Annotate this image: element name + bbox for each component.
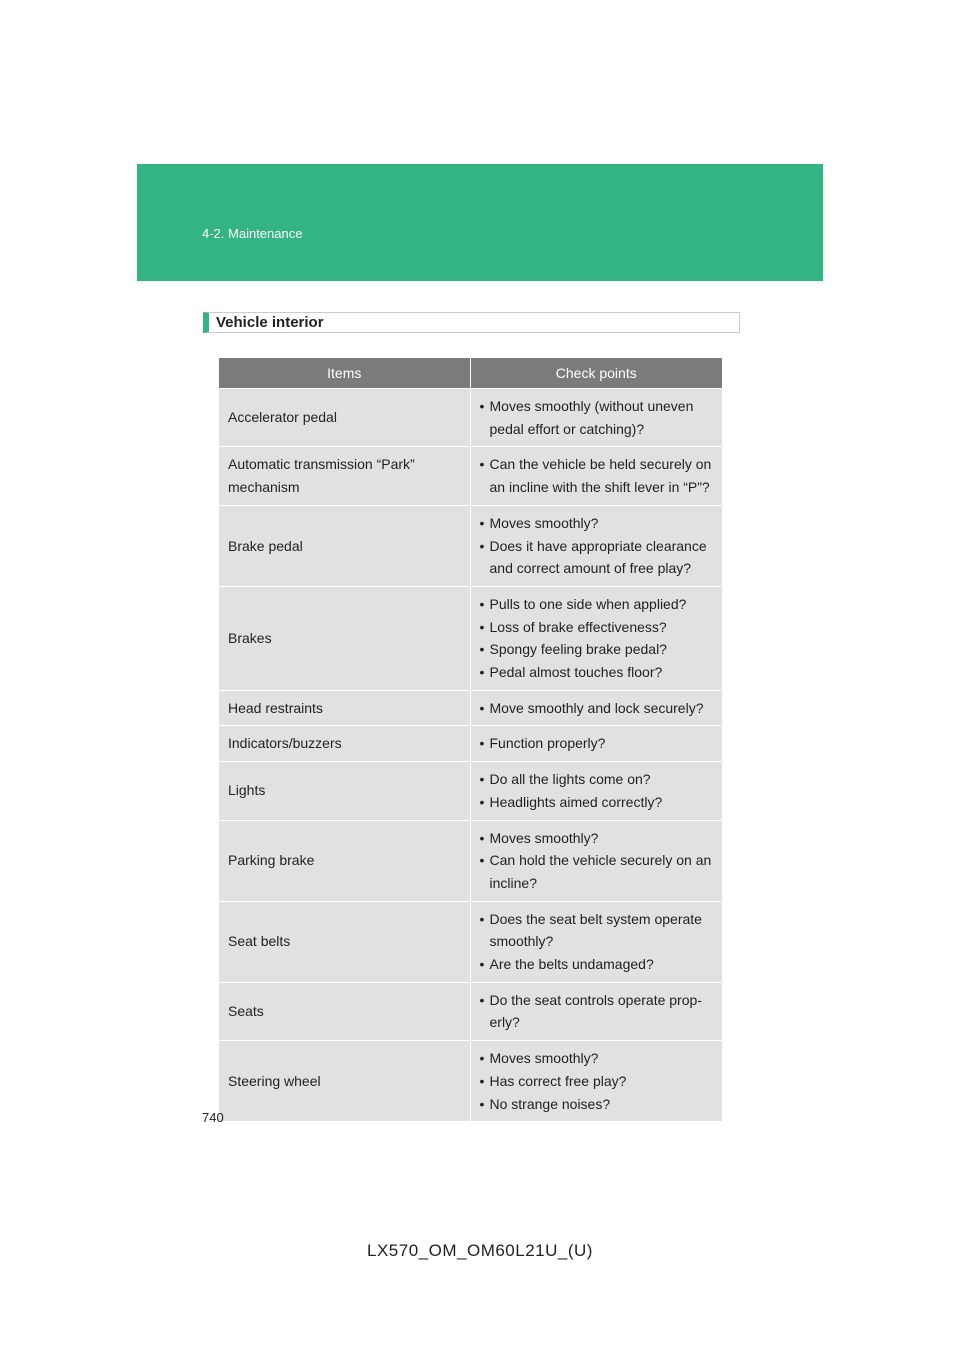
check-points-cell [470,690,722,726]
check-point: • Pulls to one side when applied? [480,593,719,616]
table-row [219,762,722,820]
check-point: • Moves smoothly? [480,1047,719,1070]
table-body [219,389,722,1122]
table-row [219,505,722,586]
section-breadcrumb: 4-2. Maintenance [202,226,303,241]
table-row [219,447,722,505]
item-cell: Head restraints [219,690,470,726]
check-point: • Are the belts undamaged? [480,953,719,976]
check-point: • Does the seat belt system operate smoothly? [480,908,719,953]
check-points-cell [470,762,722,820]
table-row [219,726,722,762]
table-row [219,982,722,1040]
check-point: • Can hold the vehicle securely on an incline? [480,849,719,894]
section-heading [203,312,740,333]
inspection-table [219,358,722,1121]
item-cell: Parking brake [219,820,470,901]
column-header-items: Items [219,358,470,389]
check-point: • Do the seat controls operate prop-erly? [480,989,719,1034]
check-point: • Do all the lights come on? [480,768,719,791]
page-number: 740 [202,1110,224,1125]
check-point: • Spongy feeling brake pedal? [480,638,719,661]
check-points-cell [470,982,722,1040]
check-points-cell [470,389,722,447]
check-points-cell [470,505,722,586]
check-point: • Can the vehicle be held securely on an incline with the shift lever in “P”? [480,453,719,498]
check-points-cell [470,1041,722,1122]
item-cell: Automatic transmission “Park” mechanism [219,447,470,505]
check-point: • Moves smoothly (without uneven pedal effort or catching)? [480,395,719,440]
table-header-row [219,358,722,389]
table-row [219,389,722,447]
header-band [137,164,823,281]
check-points-cell [470,820,722,901]
table-row [219,690,722,726]
check-point: • Does it have appropriate clearance and correct amount of free play? [480,535,719,580]
item-cell: Indicators/buzzers [219,726,470,762]
check-points-cell [470,586,722,690]
check-point: • Move smoothly and lock securely? [480,697,719,720]
item-cell: Brake pedal [219,505,470,586]
check-point: • Headlights aimed correctly? [480,791,719,814]
item-cell: Accelerator pedal [219,389,470,447]
check-points-cell [470,447,722,505]
check-point: • Moves smoothly? [480,512,719,535]
check-points-cell [470,901,722,982]
item-cell: Steering wheel [219,1041,470,1122]
item-cell: Lights [219,762,470,820]
check-point: • Has correct free play? [480,1070,719,1093]
section-heading-text: Vehicle interior [216,314,324,331]
column-header-check-points: Check points [470,358,722,389]
document-code: LX570_OM_OM60L21U_(U) [367,1241,593,1260]
check-point: • Moves smoothly? [480,827,719,850]
check-point: • No strange noises? [480,1093,719,1116]
table-row [219,820,722,901]
table-row [219,1041,722,1122]
check-points-cell [470,726,722,762]
check-point: • Function properly? [480,732,719,755]
item-cell: Seats [219,982,470,1040]
table-row [219,901,722,982]
check-point: • Pedal almost touches floor? [480,661,719,684]
table-row [219,586,722,690]
item-cell: Seat belts [219,901,470,982]
check-point: • Loss of brake effectiveness? [480,616,719,639]
item-cell: Brakes [219,586,470,690]
